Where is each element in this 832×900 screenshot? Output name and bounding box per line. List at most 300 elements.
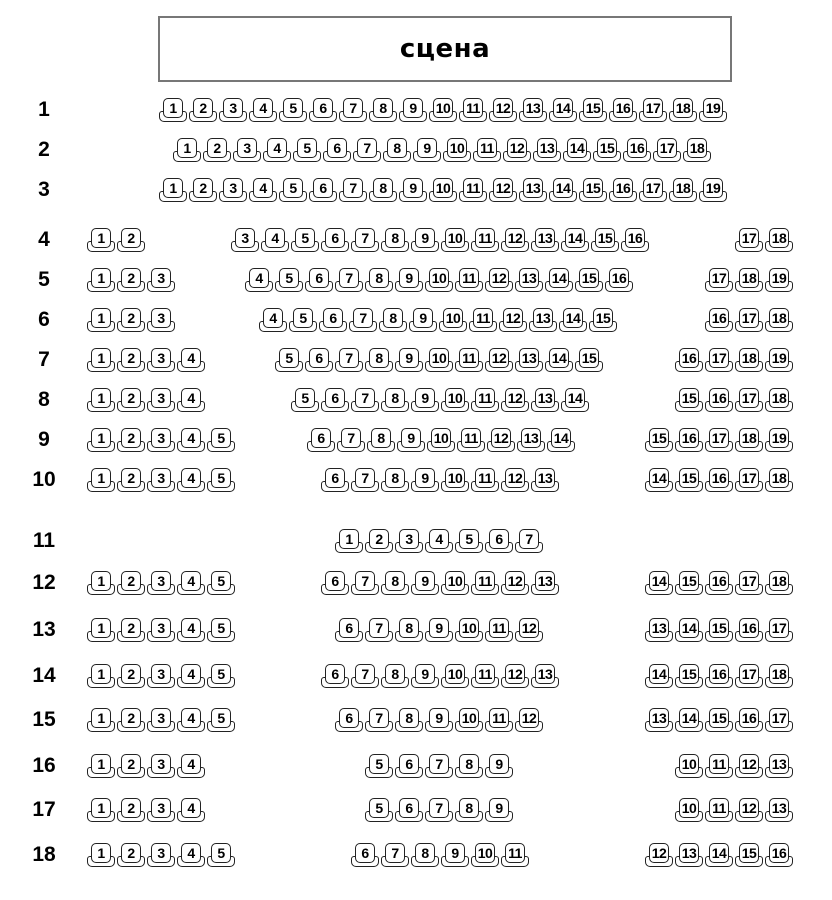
seat[interactable] (426, 427, 456, 453)
seat[interactable] (682, 137, 712, 163)
seat[interactable] (644, 842, 674, 868)
seat[interactable] (322, 137, 352, 163)
seat[interactable] (764, 842, 794, 868)
seat[interactable] (764, 387, 794, 413)
seat[interactable] (644, 663, 674, 689)
seat[interactable] (410, 387, 440, 413)
seat[interactable] (230, 227, 260, 253)
seat[interactable] (764, 797, 794, 823)
seat[interactable] (218, 177, 248, 203)
seat[interactable] (454, 707, 484, 733)
seat[interactable] (146, 307, 176, 333)
seat[interactable] (514, 267, 544, 293)
seat[interactable] (394, 617, 424, 643)
seat[interactable] (764, 427, 794, 453)
seat[interactable] (410, 570, 440, 596)
seat[interactable] (424, 797, 454, 823)
seat[interactable] (704, 663, 734, 689)
seat[interactable] (558, 307, 588, 333)
seat[interactable] (320, 467, 350, 493)
seat[interactable] (86, 842, 116, 868)
seat[interactable] (206, 707, 236, 733)
seat[interactable] (668, 177, 698, 203)
seat[interactable] (704, 797, 734, 823)
seat[interactable] (380, 467, 410, 493)
seat[interactable] (116, 427, 146, 453)
seat[interactable] (674, 427, 704, 453)
seat[interactable] (336, 427, 366, 453)
seat[interactable] (472, 137, 502, 163)
seat[interactable] (454, 528, 484, 554)
seat[interactable] (530, 467, 560, 493)
seat[interactable] (146, 347, 176, 373)
seat[interactable] (622, 137, 652, 163)
seat[interactable] (188, 177, 218, 203)
seat[interactable] (734, 617, 764, 643)
seat[interactable] (86, 707, 116, 733)
seat[interactable] (274, 267, 304, 293)
seat[interactable] (734, 467, 764, 493)
seat[interactable] (248, 177, 278, 203)
seat[interactable] (146, 797, 176, 823)
seat[interactable] (308, 177, 338, 203)
seat[interactable] (764, 267, 794, 293)
seat[interactable] (116, 570, 146, 596)
seat[interactable] (146, 267, 176, 293)
seat[interactable] (574, 347, 604, 373)
seat[interactable] (470, 570, 500, 596)
seat[interactable] (470, 467, 500, 493)
seat[interactable] (86, 570, 116, 596)
seat[interactable] (176, 347, 206, 373)
seat[interactable] (334, 528, 364, 554)
seat[interactable] (484, 753, 514, 779)
seat[interactable] (530, 570, 560, 596)
seat[interactable] (734, 387, 764, 413)
seat[interactable] (350, 570, 380, 596)
seat[interactable] (644, 570, 674, 596)
seat[interactable] (704, 307, 734, 333)
seat[interactable] (350, 227, 380, 253)
seat[interactable] (424, 753, 454, 779)
seat[interactable] (146, 467, 176, 493)
seat[interactable] (500, 570, 530, 596)
seat[interactable] (410, 227, 440, 253)
seat[interactable] (394, 753, 424, 779)
seat[interactable] (364, 528, 394, 554)
seat[interactable] (158, 97, 188, 123)
seat[interactable] (484, 267, 514, 293)
seat[interactable] (116, 663, 146, 689)
seat[interactable] (592, 137, 622, 163)
seat[interactable] (146, 617, 176, 643)
seat[interactable] (734, 347, 764, 373)
seat[interactable] (440, 387, 470, 413)
seat[interactable] (398, 177, 428, 203)
seat[interactable] (380, 570, 410, 596)
seat[interactable] (86, 387, 116, 413)
seat[interactable] (704, 617, 734, 643)
seat[interactable] (410, 467, 440, 493)
seat[interactable] (394, 707, 424, 733)
seat[interactable] (530, 387, 560, 413)
seat[interactable] (206, 617, 236, 643)
seat[interactable] (146, 707, 176, 733)
seat[interactable] (86, 797, 116, 823)
seat[interactable] (514, 707, 544, 733)
seat[interactable] (348, 307, 378, 333)
seat[interactable] (470, 387, 500, 413)
seat[interactable] (470, 663, 500, 689)
seat[interactable] (548, 97, 578, 123)
seat[interactable] (176, 842, 206, 868)
seat[interactable] (176, 570, 206, 596)
seat[interactable] (318, 307, 348, 333)
seat[interactable] (258, 307, 288, 333)
seat[interactable] (116, 347, 146, 373)
seat[interactable] (734, 707, 764, 733)
seat[interactable] (424, 528, 454, 554)
seat[interactable] (428, 97, 458, 123)
seat[interactable] (320, 227, 350, 253)
seat[interactable] (764, 227, 794, 253)
seat[interactable] (470, 227, 500, 253)
seat[interactable] (704, 427, 734, 453)
seat[interactable] (380, 227, 410, 253)
seat[interactable] (514, 347, 544, 373)
seat[interactable] (260, 227, 290, 253)
seat[interactable] (274, 347, 304, 373)
seat[interactable] (116, 387, 146, 413)
seat[interactable] (560, 227, 590, 253)
seat[interactable] (698, 177, 728, 203)
seat[interactable] (458, 97, 488, 123)
seat[interactable] (380, 842, 410, 868)
seat[interactable] (652, 137, 682, 163)
seat[interactable] (304, 267, 334, 293)
seat[interactable] (364, 797, 394, 823)
seat[interactable] (176, 427, 206, 453)
seat[interactable] (440, 467, 470, 493)
seat[interactable] (674, 347, 704, 373)
seat[interactable] (704, 570, 734, 596)
seat[interactable] (232, 137, 262, 163)
seat[interactable] (734, 797, 764, 823)
seat[interactable] (320, 387, 350, 413)
seat[interactable] (674, 797, 704, 823)
seat[interactable] (350, 467, 380, 493)
seat[interactable] (674, 842, 704, 868)
seat[interactable] (146, 842, 176, 868)
seat[interactable] (86, 467, 116, 493)
seat[interactable] (734, 307, 764, 333)
seat[interactable] (176, 797, 206, 823)
seat[interactable] (86, 267, 116, 293)
seat[interactable] (704, 387, 734, 413)
seat[interactable] (502, 137, 532, 163)
seat[interactable] (410, 842, 440, 868)
seat[interactable] (146, 570, 176, 596)
seat[interactable] (176, 387, 206, 413)
seat[interactable] (424, 267, 454, 293)
seat[interactable] (350, 663, 380, 689)
seat[interactable] (86, 427, 116, 453)
seat[interactable] (590, 227, 620, 253)
seat[interactable] (304, 347, 334, 373)
seat[interactable] (188, 97, 218, 123)
seat[interactable] (454, 753, 484, 779)
seat[interactable] (644, 617, 674, 643)
seat[interactable] (440, 842, 470, 868)
seat[interactable] (334, 347, 364, 373)
seat[interactable] (486, 427, 516, 453)
seat[interactable] (578, 177, 608, 203)
seat[interactable] (734, 842, 764, 868)
seat[interactable] (176, 467, 206, 493)
seat[interactable] (262, 137, 292, 163)
seat[interactable] (734, 267, 764, 293)
seat[interactable] (158, 177, 188, 203)
seat[interactable] (734, 570, 764, 596)
seat[interactable] (698, 97, 728, 123)
seat[interactable] (366, 427, 396, 453)
seat[interactable] (532, 137, 562, 163)
seat[interactable] (456, 427, 486, 453)
seat[interactable] (704, 267, 734, 293)
seat[interactable] (764, 753, 794, 779)
seat[interactable] (488, 177, 518, 203)
seat[interactable] (86, 227, 116, 253)
seat[interactable] (454, 617, 484, 643)
seat[interactable] (172, 137, 202, 163)
seat[interactable] (338, 97, 368, 123)
seat[interactable] (518, 177, 548, 203)
seat[interactable] (544, 267, 574, 293)
seat[interactable] (588, 307, 618, 333)
seat[interactable] (176, 707, 206, 733)
seat[interactable] (500, 387, 530, 413)
seat[interactable] (116, 797, 146, 823)
seat[interactable] (546, 427, 576, 453)
seat[interactable] (620, 227, 650, 253)
seat[interactable] (674, 753, 704, 779)
seat[interactable] (644, 427, 674, 453)
seat[interactable] (454, 347, 484, 373)
seat[interactable] (764, 467, 794, 493)
seat[interactable] (704, 467, 734, 493)
seat[interactable] (146, 663, 176, 689)
seat[interactable] (424, 347, 454, 373)
seat[interactable] (734, 227, 764, 253)
seat[interactable] (468, 307, 498, 333)
seat[interactable] (364, 267, 394, 293)
seat[interactable] (380, 387, 410, 413)
seat[interactable] (116, 267, 146, 293)
seat[interactable] (674, 663, 704, 689)
seat[interactable] (176, 753, 206, 779)
seat[interactable] (604, 267, 634, 293)
seat[interactable] (350, 842, 380, 868)
seat[interactable] (440, 227, 470, 253)
seat[interactable] (764, 663, 794, 689)
seat[interactable] (382, 137, 412, 163)
seat[interactable] (334, 267, 364, 293)
seat[interactable] (290, 387, 320, 413)
seat[interactable] (764, 707, 794, 733)
seat[interactable] (396, 427, 426, 453)
seat[interactable] (86, 753, 116, 779)
seat[interactable] (500, 663, 530, 689)
seat[interactable] (408, 307, 438, 333)
seat[interactable] (86, 307, 116, 333)
seat[interactable] (528, 307, 558, 333)
seat[interactable] (306, 427, 336, 453)
seat[interactable] (674, 467, 704, 493)
seat[interactable] (514, 617, 544, 643)
seat[interactable] (206, 427, 236, 453)
seat[interactable] (176, 617, 206, 643)
seat[interactable] (86, 347, 116, 373)
seat[interactable] (116, 753, 146, 779)
seat[interactable] (608, 177, 638, 203)
seat[interactable] (638, 177, 668, 203)
seat[interactable] (500, 467, 530, 493)
seat[interactable] (378, 307, 408, 333)
seat[interactable] (530, 663, 560, 689)
seat[interactable] (574, 267, 604, 293)
seat[interactable] (248, 97, 278, 123)
seat[interactable] (484, 617, 514, 643)
seat[interactable] (308, 97, 338, 123)
seat[interactable] (764, 617, 794, 643)
seat[interactable] (644, 707, 674, 733)
seat[interactable] (498, 307, 528, 333)
seat[interactable] (364, 617, 394, 643)
seat[interactable] (394, 528, 424, 554)
seat[interactable] (352, 137, 382, 163)
seat[interactable] (734, 427, 764, 453)
seat[interactable] (288, 307, 318, 333)
seat[interactable] (562, 137, 592, 163)
seat[interactable] (674, 570, 704, 596)
seat[interactable] (458, 177, 488, 203)
seat[interactable] (548, 177, 578, 203)
seat[interactable] (454, 267, 484, 293)
seat[interactable] (290, 227, 320, 253)
seat[interactable] (176, 663, 206, 689)
seat[interactable] (320, 570, 350, 596)
seat[interactable] (206, 570, 236, 596)
seat[interactable] (484, 797, 514, 823)
seat[interactable] (764, 570, 794, 596)
seat[interactable] (454, 797, 484, 823)
seat[interactable] (484, 528, 514, 554)
seat[interactable] (410, 663, 440, 689)
seat[interactable] (484, 347, 514, 373)
seat[interactable] (412, 137, 442, 163)
seat[interactable] (734, 663, 764, 689)
seat[interactable] (368, 97, 398, 123)
seat[interactable] (146, 753, 176, 779)
seat[interactable] (116, 307, 146, 333)
seat[interactable] (704, 842, 734, 868)
seat[interactable] (364, 753, 394, 779)
seat[interactable] (116, 467, 146, 493)
seat[interactable] (368, 177, 398, 203)
seat[interactable] (116, 227, 146, 253)
seat[interactable] (530, 227, 560, 253)
seat[interactable] (394, 797, 424, 823)
seat[interactable] (206, 467, 236, 493)
seat[interactable] (146, 387, 176, 413)
seat[interactable] (764, 347, 794, 373)
seat[interactable] (394, 267, 424, 293)
seat[interactable] (206, 663, 236, 689)
seat[interactable] (394, 347, 424, 373)
seat[interactable] (440, 663, 470, 689)
seat[interactable] (638, 97, 668, 123)
seat[interactable] (438, 307, 468, 333)
seat[interactable] (500, 227, 530, 253)
seat[interactable] (644, 467, 674, 493)
seat[interactable] (518, 97, 548, 123)
seat[interactable] (674, 707, 704, 733)
seat[interactable] (704, 707, 734, 733)
seat[interactable] (470, 842, 500, 868)
seat[interactable] (442, 137, 472, 163)
seat[interactable] (424, 707, 454, 733)
seat[interactable] (704, 753, 734, 779)
seat[interactable] (578, 97, 608, 123)
seat[interactable] (278, 177, 308, 203)
seat[interactable] (440, 570, 470, 596)
seat[interactable] (206, 842, 236, 868)
seat[interactable] (734, 753, 764, 779)
seat[interactable] (116, 617, 146, 643)
seat[interactable] (364, 347, 394, 373)
seat[interactable] (484, 707, 514, 733)
seat[interactable] (278, 97, 308, 123)
seat[interactable] (350, 387, 380, 413)
seat[interactable] (488, 97, 518, 123)
seat[interactable] (514, 528, 544, 554)
seat[interactable] (320, 663, 350, 689)
seat[interactable] (668, 97, 698, 123)
seat[interactable] (218, 97, 248, 123)
seat[interactable] (202, 137, 232, 163)
seat[interactable] (428, 177, 458, 203)
seat[interactable] (116, 842, 146, 868)
seat[interactable] (516, 427, 546, 453)
seat[interactable] (674, 387, 704, 413)
seat[interactable] (86, 663, 116, 689)
seat[interactable] (86, 617, 116, 643)
seat[interactable] (704, 347, 734, 373)
seat[interactable] (244, 267, 274, 293)
seat[interactable] (674, 617, 704, 643)
seat[interactable] (380, 663, 410, 689)
seat[interactable] (398, 97, 428, 123)
seat[interactable] (500, 842, 530, 868)
seat[interactable] (764, 307, 794, 333)
seat[interactable] (608, 97, 638, 123)
seat[interactable] (146, 427, 176, 453)
seat[interactable] (334, 707, 364, 733)
seat[interactable] (364, 707, 394, 733)
seat[interactable] (338, 177, 368, 203)
seat[interactable] (424, 617, 454, 643)
seat[interactable] (334, 617, 364, 643)
